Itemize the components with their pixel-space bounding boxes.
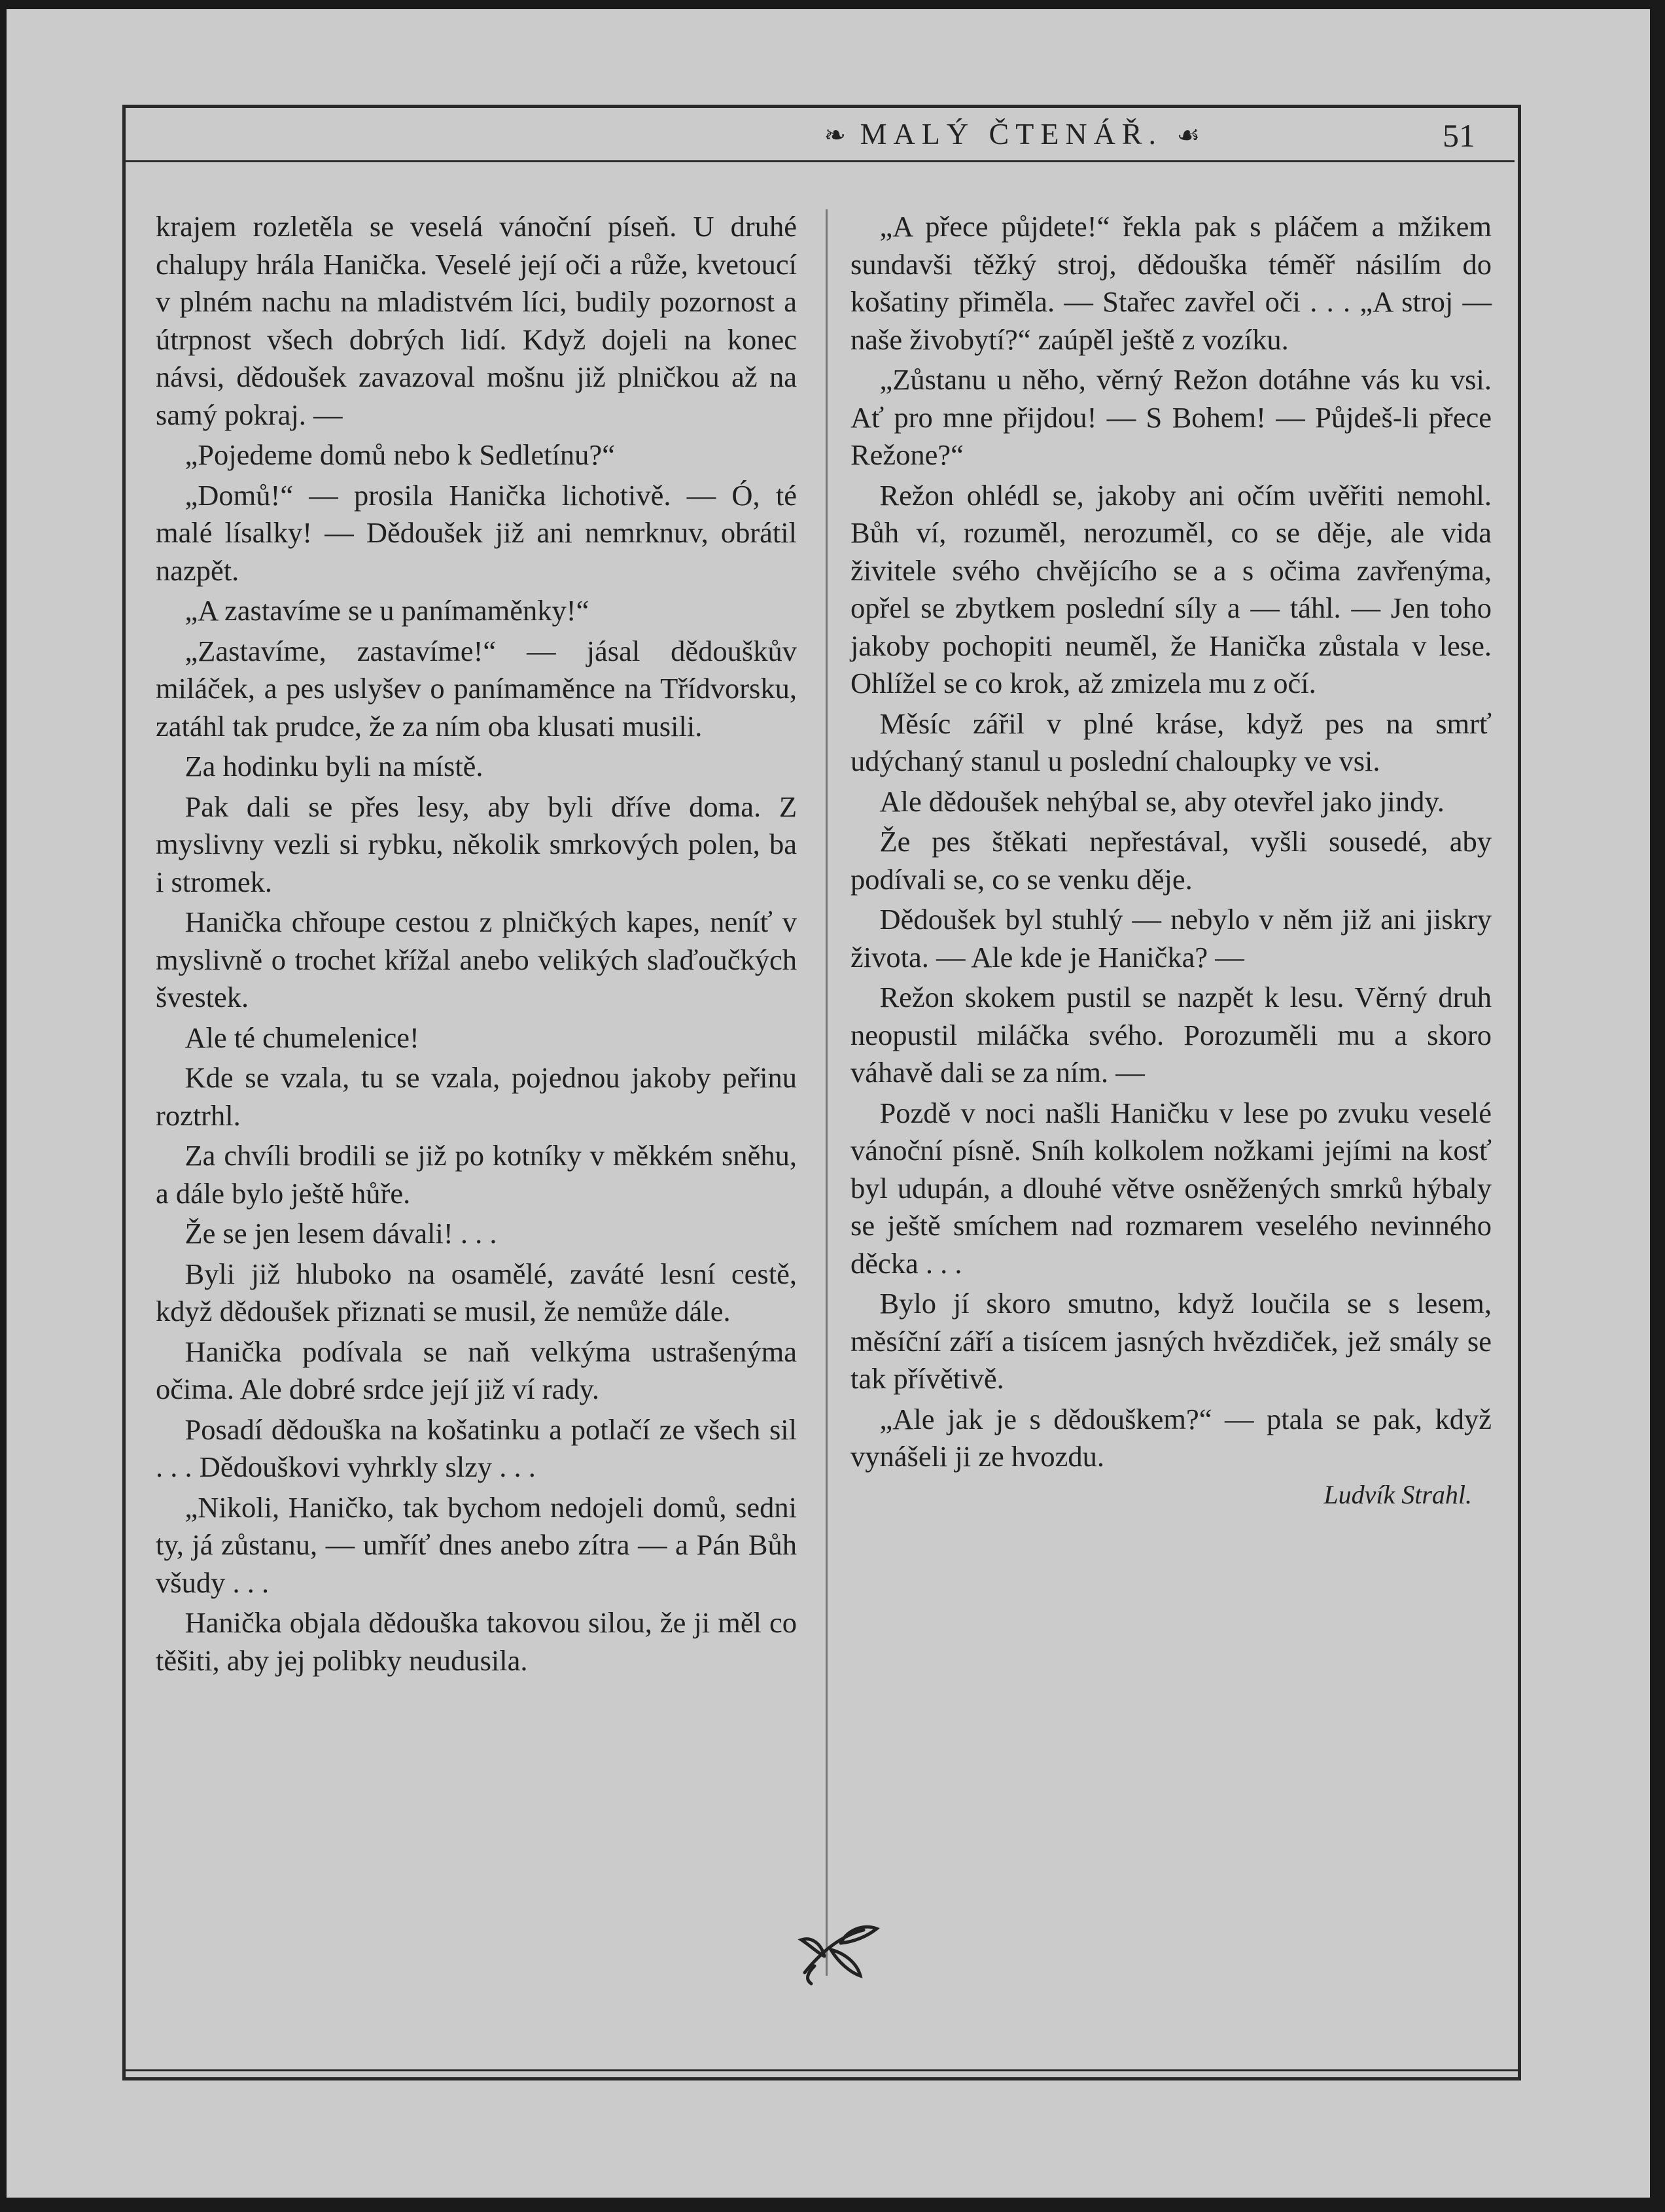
paragraph: „Ale jak je s dědouškem?“ — ptala se pak, když vynášeli ji ze hvozdu. [850,1402,1492,1473]
ornament-left-icon: ❧ [824,120,847,150]
paragraph: Bylo jí skoro smutno, když loučila se s lesem, měsíční září a tisícem jasných hvězdiček, jež smály se tak přívětivě. [850,1287,1492,1395]
left-column [156,208,797,1682]
paragraph: Dědoušek byl stuhlý — nebylo v něm již ani jiskry života. — Ale kde je Hanička? — [850,903,1492,974]
paragraph: Hanička podívala se naň velkýma ustrašenýma očima. Ale dobré srdce její již ví rady. [156,1335,797,1405]
paragraph: Že pes štěkati nepřestával, vyšli sousedé, aby podívali se, co se venku děje. [850,825,1492,896]
paragraph: Byli již hluboko na osamělé, zaváté lesní cestě, když dědoušek přiznati se musil, že nemůže dále. [156,1257,797,1327]
paragraph: Režon ohlédl se, jakoby ani očím uvěřiti nemohl. Bůh ví, rozuměl, nerozuměl, co se děje, ale vida živitele svého chvějícího se a s očima zavřenýma, opřel se zbytkem poslední síly a — táhl. — Jen toho jakoby pochopiti neuměl, že Hanička zůstala v lese. Ohlížel se co krok, až zmizela mu z očí. [850,478,1492,699]
ornament-right-icon: ☙ [1176,120,1201,150]
paragraph: Ale té chumelenice! [184,1021,419,1054]
floral-end-ornament-icon [785,1910,890,1989]
right-column [850,208,1492,1513]
paragraph: Posadí dědouška na košatinku a potlačí ze všech sil . . . Dědouškovi vyhrkly slzy . . . [156,1413,797,1483]
paragraph: Hanička objala dědouška takovou silou, že ji měl co těšiti, aby jej polibky neudusila. [156,1606,797,1677]
column-divider [826,209,828,1976]
paragraph: „Zastavíme, zastavíme!“ — jásal dědouškův miláček, a pes uslyšev o panímaměnce na Třídvorsku, zatáhl tak prudce, že za ním oba klusati musili. [156,634,797,743]
paragraph: krajem rozletěla se veselá vánoční píseň. U druhé chalupy hrála Hanička. Veselé její oči a růže, kvetoucí v plném nachu na mladistvém líci, budily pozornost a útrpnost všech dobrých lidí. Když dojeli na konec návsi, dědoušek zavazoval mošnu již plničkou až na samý pokraj. — [156,210,797,431]
paragraph: „Domů!“ — prosila Hanička lichotivě. — Ó, té malé lísalky! — Dědoušek již ani nemrknuv, obrátil nazpět. [156,478,797,587]
paragraph: „A přece půjdete!“ řekla pak s pláčem a mžikem sundavši těžký stroj, dědouška téměř násilím do košatiny přiměla. — Stařec zavřel oči . . . „A stroj — naše živobytí?“ zaúpěl ještě z vozíku. [850,210,1492,356]
paragraph: „Zůstanu u něho, věrný Režon dotáhne vás ku vsi. Ať pro mne přijdou! — S Bohem! — Půjdeš-li přece Režone?“ [850,363,1492,471]
running-title [750,116,1274,151]
paragraph: Hanička chřoupe cestou z plničkých kapes, neníť v myslivně o trochet křížal anebo velikých slaďoučkých švestek. [156,905,797,1013]
page-number: 51 [1443,117,1475,154]
paragraph: Ale dědoušek nehýbal se, aby otevřel jako jindy. [879,784,1445,818]
header-rule [122,160,1515,162]
bottom-double-rule [126,2069,1518,2071]
paragraph: „A zastavíme se u panímaměnky!“ [184,594,589,627]
paragraph: Pak dali se přes lesy, aby byli dříve doma. Z myslivny vezli si rybku, několik smrkových polen, ba i stromek. [156,790,797,898]
paragraph: „Nikoli, Haničko, tak bychom nedojeli domů, sedni ty, já zůstanu, — umříť dnes anebo zítra — a Pán Bůh všudy . . . [156,1490,797,1599]
paragraph: Že se jen lesem dávali! . . . [184,1217,497,1250]
running-title-text: MALÝ ČTENÁŘ. [860,117,1163,150]
paragraph: Režon skokem pustil se nazpět k lesu. Věrný druh neopustil miláčka svého. Porozuměli mu a skoro váhavě dali se za ním. — [850,981,1492,1089]
paragraph: Za chvíli brodili se již po kotníky v měkkém sněhu, a dále bylo ještě hůře. [156,1139,797,1210]
page-header [122,110,1515,162]
paragraph: Kde se vzala, tu se vzala, pojednou jakoby peřinu roztrhl. [156,1061,797,1132]
paragraph: Za hodinku byli na místě. [184,750,483,782]
paragraph: „Pojedeme domů nebo k Sedletínu?“ [184,438,615,471]
paragraph: Pozdě v noci našli Haničku v lese po zvuku veselé vánoční písně. Sníh kolkolem nožkami jejími na kosť byl udupán, a dlouhé větve osněžených smrků hýbaly se ještě smíchem nad rozmarem veselého nevinného děcka . . . [850,1096,1492,1280]
author-signature: Ludvík Strahl. [1323,1479,1472,1509]
paragraph: Měsíc zářil v plné kráse, když pes na smrť udýchaný stanul u poslední chaloupky ve vsi. [850,707,1492,777]
